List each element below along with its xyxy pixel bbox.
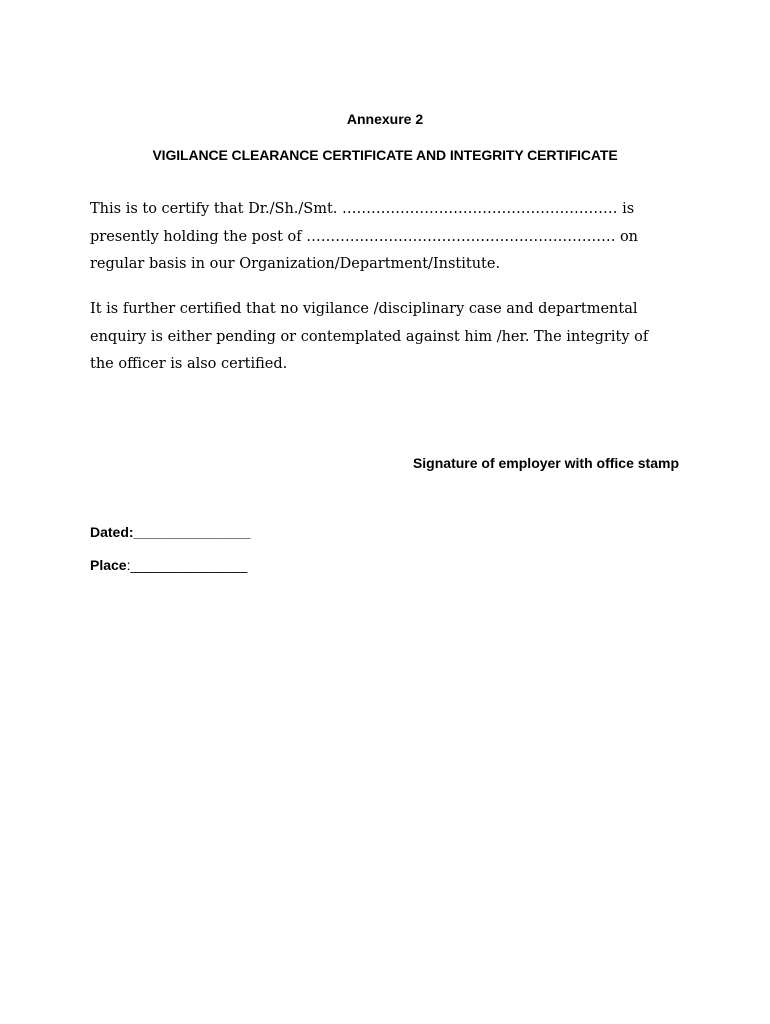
dated-blank: _______________ bbox=[133, 524, 251, 540]
place-label: Place bbox=[90, 557, 127, 573]
place-field bbox=[90, 557, 247, 573]
certificate-title: VIGILANCE CLEARANCE CERTIFICATE AND INTEGRITY CERTIFICATE bbox=[152, 147, 618, 163]
dated-field bbox=[90, 524, 250, 540]
paragraph-line: presently holding the post of ………………………………………………………. on bbox=[90, 228, 639, 245]
certification-paragraph bbox=[90, 196, 680, 279]
paragraph-line: This is to certify that Dr./Sh./Smt. ………………………………………………… is bbox=[90, 201, 635, 217]
annexure-heading: Annexure 2 bbox=[346, 111, 424, 127]
paragraph-line: the officer is also certified. bbox=[90, 356, 288, 372]
paragraph-line: It is further certified that no vigilance /disciplinary case and departmental bbox=[90, 301, 638, 317]
place-blank: :_______________ bbox=[126, 557, 248, 573]
paragraph-line: regular basis in our Organization/Department/Institute. bbox=[90, 256, 501, 272]
integrity-paragraph bbox=[90, 296, 680, 379]
paragraph-line: enquiry is either pending or contemplated against him /her. The integrity of bbox=[90, 328, 649, 345]
signature-label: Signature of employer with office stamp bbox=[412, 455, 679, 471]
dated-label: Dated: bbox=[90, 524, 134, 540]
